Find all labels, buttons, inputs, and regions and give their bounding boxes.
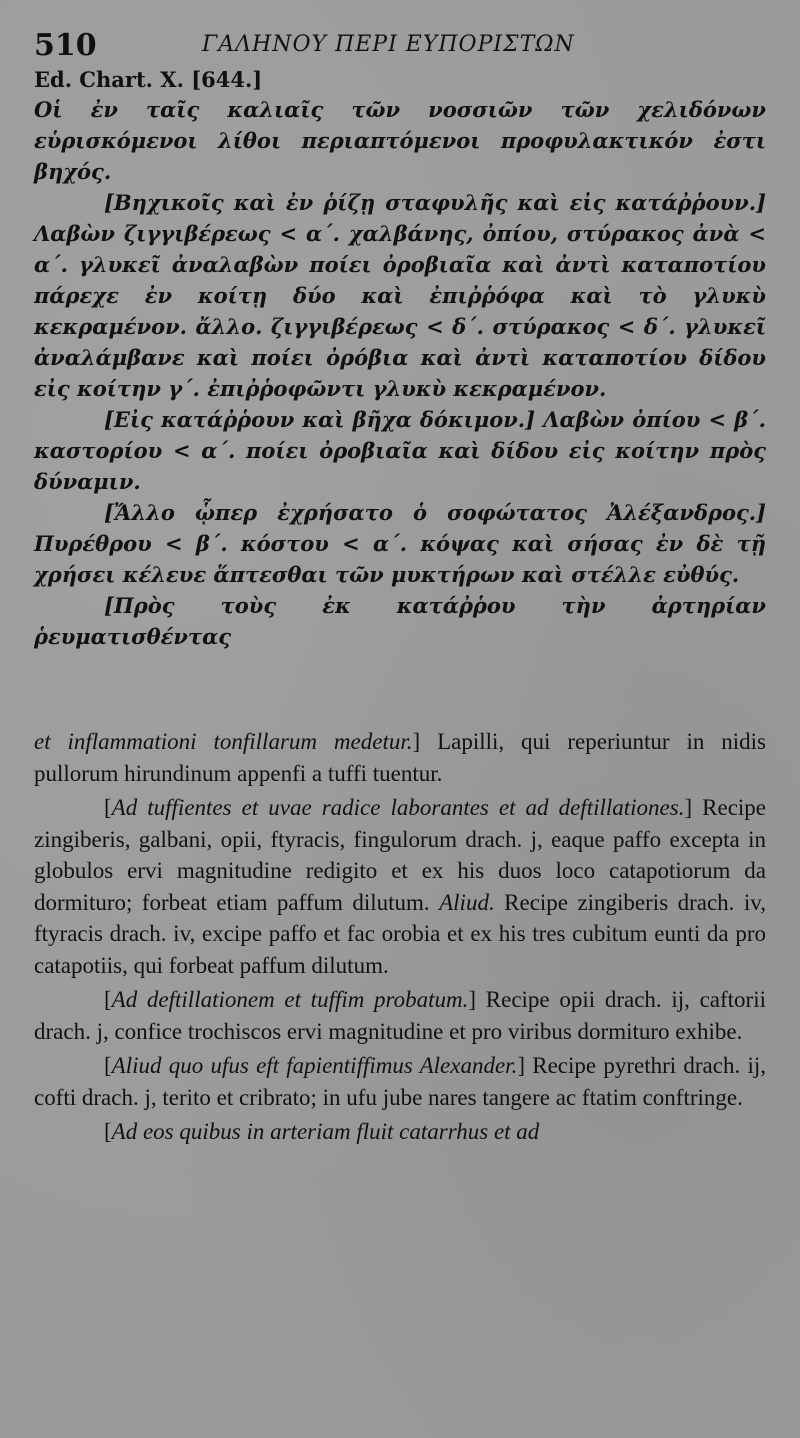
latin-paragraph [34,792,766,981]
latin-paragraph [34,984,766,1047]
greek-paragraph: [Ἄλλο ᾧπερ ἐχρήσατο ὁ σοφώτατος Ἀλέξανδρος.] Πυρέθρου < β΄. κόστου < α΄. κόψας καὶ σήσας ἐν δὲ τῇ χρήσει κέλευε ἅπτεσθαι τῶν μυκτήρων καὶ στέλλε εὐθύς. [34,500,766,587]
greek-text [34,94,766,652]
latin-heading-italic: Aliud quo ufus eft fapientiffimus Alexander. [111,1053,518,1078]
page-header [34,24,766,64]
greek-paragraph: Οἱ ἐν ταῖς καλιαῖς τῶν νοσσιῶν τῶν χελιδόνων εὑρισκόμενοι λίθοι περιαπτόμενοι προφυλακτικόν ἐστι βηχός. [34,97,766,184]
latin-text-run: ] Recipe opii drach. ij, caftorii drach. j, confice trochiscos ervi magnitudine et pro viribus dormituro exhibe. [34,987,766,1044]
greek-paragraph: [Βηχικοῖς καὶ ἐν ῥίζῃ σταφυλῆς καὶ εἰς κατάῤῥουν.] Λαβὼν ζιγγιβέρεως < α΄. χαλβάνης, ὀπίου, στύρακος ἀνὰ < α΄. γλυκεῖ ἀναλαβὼν ποίει ὀροβιαῖα καὶ ἀντὶ καταποτίου πάρεχε ἐν κοίτῃ δύο καὶ ἐπιῤῥόφα καὶ τὸ γλυκὺ κεκραμένον. ἄλλο. ζιγγιβέρεως < δ΄. στύρακος < δ΄. γλυκεῖ ἀναλάμβανε καὶ ποίει ὀρόβια καὶ ἀντὶ καταποτίου δίδου εἰς κοίτην γ΄. ἐπιῤῥοφῶντι γλυκὺ κεκραμένον. [34,190,766,401]
latin-text-run: ] Recipe pyrethri drach. ij, cofti drach. j, terito et cribrato; in ufu jube nares tangere ac ftatim conftringe. [34,1053,766,1110]
latin-paragraph [34,1116,766,1148]
page-number: 510 [34,28,97,63]
latin-text-run: [ [104,987,112,1012]
latin-paragraph [34,726,766,789]
latin-heading-italic: Aliud. [439,889,495,915]
latin-text-run: [ [104,1053,112,1078]
latin-heading-italic: et inflammationi tonfillarum medetur. [34,729,413,754]
latin-text-run: ] Lapilli, qui reperiuntur in nidis pullorum hirundinum appenfi a tuffi tuentur. [34,729,766,786]
latin-text-run: ] Recipe zingiberis, galbani, opii, ftyracis, fingulorum drach. j, eaque paffo excepta in globulos ervi magnitudine redigito et ex his duos loco catapotiorum da dormituro; forbeat etiam paffum dilutum. [34,795,767,915]
greek-paragraph: [Πρὸς τοὺς ἐκ κατάῤῥου τὴν ἀρτηρίαν ῥευματισθέντας [34,593,766,649]
latin-heading-italic: Ad tuffientes et uvae radice laborantes et ad deftillationes. [111,795,685,820]
edition-reference: Ed. Chart. X. [644.] [34,67,263,92]
book-page [34,24,766,1424]
latin-text-run: [ [104,1119,112,1144]
latin-paragraph [34,1050,766,1113]
latin-text-run: [ [104,795,112,820]
latin-heading-italic: Ad eos quibus in arteriam fluit catarrhus et ad [111,1119,540,1144]
running-title: ΓΑΛΗΝΟΥ ΠΕΡΙ ΕΥΠΟΡΙΣΤΩΝ [202,32,575,57]
latin-text [34,726,766,1148]
latin-heading-italic: Ad deftillationem et tuffim probatum. [111,987,469,1012]
greek-paragraph: [Εἰς κατάῤῥουν καὶ βῆχα δόκιμον.] Λαβὼν ὀπίου < β΄. καστορίου < α΄. ποίει ὀροβιαῖα καὶ δίδου εἰς κοίτην πρὸς δύναμιν. [34,407,766,494]
latin-text-run: Recipe zingiberis drach. iv, ftyracis drach. iv, excipe paffo et fac orobia et ex his tres cubitum eunti da pro catapotiis, qui forbeat paffum dilutum. [34,889,766,978]
